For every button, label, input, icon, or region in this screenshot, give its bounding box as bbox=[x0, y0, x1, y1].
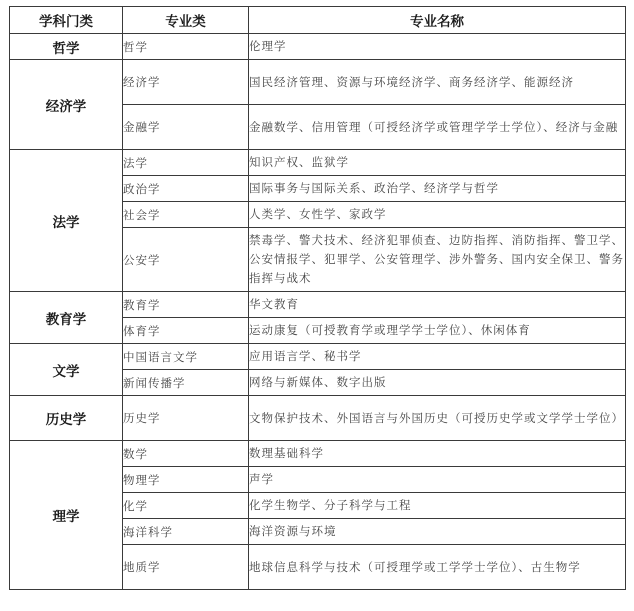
category-cell: 历史学 bbox=[10, 396, 123, 441]
header-category: 学科门类 bbox=[10, 7, 123, 34]
majors-cell: 化学生物学、分子科学与工程 bbox=[249, 493, 626, 519]
majors-table bbox=[9, 6, 626, 590]
majors-cell: 运动康复（可授教育学或理学学士学位）、休闲体育 bbox=[249, 318, 626, 344]
category-cell: 理学 bbox=[10, 441, 123, 590]
majors-cell: 伦理学 bbox=[249, 34, 626, 60]
category-cell: 教育学 bbox=[10, 292, 123, 344]
table-row bbox=[10, 396, 626, 441]
table-row bbox=[10, 441, 626, 467]
majors-cell: 文物保护技术、外国语言与外国历史（可授历史学或文学学士学位） bbox=[249, 396, 626, 441]
majors-cell: 国际事务与国际关系、政治学、经济学与哲学 bbox=[249, 176, 626, 202]
category-cell: 法学 bbox=[10, 150, 123, 292]
subcategory-cell: 哲学 bbox=[123, 34, 249, 60]
majors-cell: 知识产权、监狱学 bbox=[249, 150, 626, 176]
subcategory-cell: 金融学 bbox=[123, 105, 249, 150]
table-row bbox=[10, 60, 626, 105]
header-subcategory: 专业类 bbox=[123, 7, 249, 34]
subcategory-cell: 数学 bbox=[123, 441, 249, 467]
subcategory-cell: 化学 bbox=[123, 493, 249, 519]
category-cell: 经济学 bbox=[10, 60, 123, 150]
majors-cell: 地球信息科学与技术（可授理学或工学学士学位）、古生物学 bbox=[249, 545, 626, 590]
majors-cell: 金融数学、信用管理（可授经济学或管理学学士学位）、经济与金融 bbox=[249, 105, 626, 150]
majors-cell: 海洋资源与环境 bbox=[249, 519, 626, 545]
subcategory-cell: 中国语言文学 bbox=[123, 344, 249, 370]
subcategory-cell: 经济学 bbox=[123, 60, 249, 105]
subcategory-cell: 教育学 bbox=[123, 292, 249, 318]
table-row bbox=[10, 34, 626, 60]
majors-cell: 禁毒学、警犬技术、经济犯罪侦查、边防指挥、消防指挥、警卫学、公安情报学、犯罪学、公安管理学、涉外警务、国内安全保卫、警务指挥与战术 bbox=[249, 228, 626, 292]
subcategory-cell: 新闻传播学 bbox=[123, 370, 249, 396]
subcategory-cell: 物理学 bbox=[123, 467, 249, 493]
majors-cell: 人类学、女性学、家政学 bbox=[249, 202, 626, 228]
subcategory-cell: 公安学 bbox=[123, 228, 249, 292]
subcategory-cell: 海洋科学 bbox=[123, 519, 249, 545]
subcategory-cell: 政治学 bbox=[123, 176, 249, 202]
majors-cell: 声学 bbox=[249, 467, 626, 493]
category-cell: 哲学 bbox=[10, 34, 123, 60]
majors-cell: 华文教育 bbox=[249, 292, 626, 318]
subcategory-cell: 法学 bbox=[123, 150, 249, 176]
subcategory-cell: 历史学 bbox=[123, 396, 249, 441]
subcategory-cell: 体育学 bbox=[123, 318, 249, 344]
subcategory-cell: 社会学 bbox=[123, 202, 249, 228]
majors-cell: 网络与新媒体、数字出版 bbox=[249, 370, 626, 396]
majors-cell: 国民经济管理、资源与环境经济学、商务经济学、能源经济 bbox=[249, 60, 626, 105]
table-row bbox=[10, 344, 626, 370]
table-row bbox=[10, 150, 626, 176]
category-cell: 文学 bbox=[10, 344, 123, 396]
majors-cell: 数理基础科学 bbox=[249, 441, 626, 467]
header-row bbox=[10, 7, 626, 34]
subcategory-cell: 地质学 bbox=[123, 545, 249, 590]
header-majors: 专业名称 bbox=[249, 7, 626, 34]
majors-cell: 应用语言学、秘书学 bbox=[249, 344, 626, 370]
table-row bbox=[10, 292, 626, 318]
